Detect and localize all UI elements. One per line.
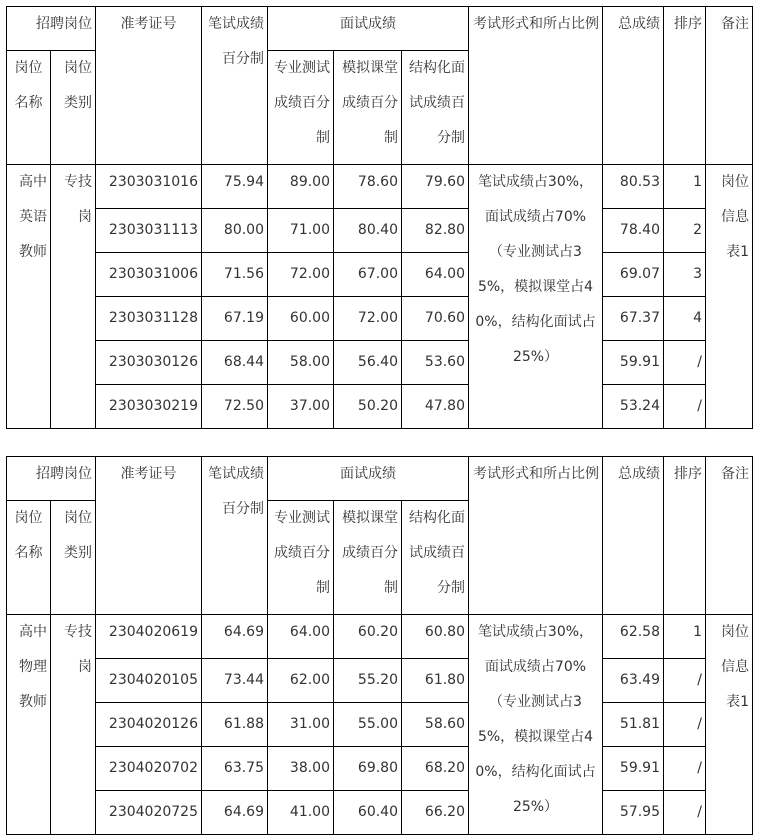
header-row-1 xyxy=(7,7,753,51)
structured-score: 61.80 xyxy=(402,659,469,703)
header-total: 总成绩 xyxy=(603,457,664,615)
structured-score: 82.80 xyxy=(402,209,469,253)
header-note: 备注 xyxy=(706,457,753,615)
professional-score: 37.00 xyxy=(268,385,334,429)
table-row xyxy=(7,659,753,703)
total-score: 59.91 xyxy=(603,341,664,385)
header-position-type: 岗位类别 xyxy=(51,501,96,615)
total-score: 80.53 xyxy=(603,165,664,209)
professional-score: 58.00 xyxy=(268,341,334,385)
score-table-english xyxy=(6,6,753,429)
total-score: 57.95 xyxy=(603,791,664,835)
structured-score: 70.60 xyxy=(402,297,469,341)
table-row xyxy=(7,209,753,253)
written-score: 61.88 xyxy=(202,703,268,747)
mock-score: 55.20 xyxy=(334,659,402,703)
table-row xyxy=(7,385,753,429)
header-professional: 专业测试成绩百分制 xyxy=(268,51,334,165)
header-written: 笔试成绩百分制 xyxy=(202,7,268,165)
total-score: 78.40 xyxy=(603,209,664,253)
note: 岗位信息表1 xyxy=(706,165,753,429)
ticket-number: 2304020702 xyxy=(96,747,202,791)
structured-score: 79.60 xyxy=(402,165,469,209)
professional-score: 89.00 xyxy=(268,165,334,209)
note: 岗位信息表1 xyxy=(706,615,753,835)
professional-score: 60.00 xyxy=(268,297,334,341)
header-written: 笔试成绩百分制 xyxy=(202,457,268,615)
mock-score: 69.80 xyxy=(334,747,402,791)
header-position-name: 岗位名称 xyxy=(7,51,51,165)
structured-score: 47.80 xyxy=(402,385,469,429)
header-rank: 排序 xyxy=(664,457,706,615)
position-name: 高中物理教师 xyxy=(7,615,51,835)
header-note: 备注 xyxy=(706,7,753,165)
table-row xyxy=(7,341,753,385)
written-score: 67.19 xyxy=(202,297,268,341)
header-ticket: 准考证号 xyxy=(96,457,202,615)
rank: / xyxy=(664,747,706,791)
header-professional: 专业测试成绩百分制 xyxy=(268,501,334,615)
rank: 2 xyxy=(664,209,706,253)
rank: 1 xyxy=(664,615,706,659)
total-score: 51.81 xyxy=(603,703,664,747)
table-row xyxy=(7,253,753,297)
mock-score: 50.20 xyxy=(334,385,402,429)
table-row xyxy=(7,297,753,341)
written-score: 63.75 xyxy=(202,747,268,791)
professional-score: 38.00 xyxy=(268,747,334,791)
written-score: 71.56 xyxy=(202,253,268,297)
rank: / xyxy=(664,791,706,835)
header-mock: 模拟课堂成绩百分制 xyxy=(334,51,402,165)
total-score: 53.24 xyxy=(603,385,664,429)
written-score: 68.44 xyxy=(202,341,268,385)
ticket-number: 2304020105 xyxy=(96,659,202,703)
professional-score: 31.00 xyxy=(268,703,334,747)
position-type: 专技岗 xyxy=(51,615,96,835)
header-ticket: 准考证号 xyxy=(96,7,202,165)
structured-score: 68.20 xyxy=(402,747,469,791)
rank: / xyxy=(664,385,706,429)
ticket-number: 2303031113 xyxy=(96,209,202,253)
header-row-1 xyxy=(7,457,753,501)
header-mock: 模拟课堂成绩百分制 xyxy=(334,501,402,615)
total-score: 62.58 xyxy=(603,615,664,659)
position-type: 专技岗 xyxy=(51,165,96,429)
professional-score: 64.00 xyxy=(268,615,334,659)
header-position-name: 岗位名称 xyxy=(7,501,51,615)
header-structured: 结构化面试成绩百分制 xyxy=(402,51,469,165)
header-format: 考试形式和所占比例 xyxy=(469,7,603,165)
ticket-number: 2304020725 xyxy=(96,791,202,835)
professional-score: 71.00 xyxy=(268,209,334,253)
ticket-number: 2304020126 xyxy=(96,703,202,747)
table-row xyxy=(7,615,753,659)
rank: / xyxy=(664,703,706,747)
ticket-number: 2303031016 xyxy=(96,165,202,209)
header-position: 招聘岗位 xyxy=(7,7,96,51)
rank: 3 xyxy=(664,253,706,297)
rank: / xyxy=(664,341,706,385)
ticket-number: 2303031128 xyxy=(96,297,202,341)
table-row xyxy=(7,747,753,791)
written-score: 64.69 xyxy=(202,791,268,835)
header-rank: 排序 xyxy=(664,7,706,165)
rank: / xyxy=(664,659,706,703)
table-row xyxy=(7,791,753,835)
total-score: 69.07 xyxy=(603,253,664,297)
ticket-number: 2303031006 xyxy=(96,253,202,297)
mock-score: 80.40 xyxy=(334,209,402,253)
score-table-physics xyxy=(6,456,753,835)
header-position: 招聘岗位 xyxy=(7,457,96,501)
header-position-type: 岗位类别 xyxy=(51,51,96,165)
rank: 1 xyxy=(664,165,706,209)
header-format: 考试形式和所占比例 xyxy=(469,457,603,615)
ticket-number: 2303030219 xyxy=(96,385,202,429)
table-row xyxy=(7,165,753,209)
header-interview: 面试成绩 xyxy=(268,457,469,501)
position-name: 高中英语教师 xyxy=(7,165,51,429)
header-interview: 面试成绩 xyxy=(268,7,469,51)
mock-score: 56.40 xyxy=(334,341,402,385)
written-score: 64.69 xyxy=(202,615,268,659)
written-score: 80.00 xyxy=(202,209,268,253)
written-score: 75.94 xyxy=(202,165,268,209)
header-structured: 结构化面试成绩百分制 xyxy=(402,501,469,615)
mock-score: 78.60 xyxy=(334,165,402,209)
professional-score: 41.00 xyxy=(268,791,334,835)
mock-score: 72.00 xyxy=(334,297,402,341)
ticket-number: 2304020619 xyxy=(96,615,202,659)
total-score: 67.37 xyxy=(603,297,664,341)
structured-score: 64.00 xyxy=(402,253,469,297)
ticket-number: 2303030126 xyxy=(96,341,202,385)
professional-score: 62.00 xyxy=(268,659,334,703)
ratio-text: 笔试成绩占30%，面试成绩占70%（专业测试占35%，模拟课堂占40%，结构化面试占25%） xyxy=(469,615,603,835)
table-row xyxy=(7,703,753,747)
mock-score: 60.40 xyxy=(334,791,402,835)
ratio-text: 笔试成绩占30%，面试成绩占70%（专业测试占35%，模拟课堂占40%，结构化面试占25%） xyxy=(469,165,603,429)
rank: 4 xyxy=(664,297,706,341)
structured-score: 58.60 xyxy=(402,703,469,747)
mock-score: 67.00 xyxy=(334,253,402,297)
mock-score: 55.00 xyxy=(334,703,402,747)
total-score: 59.91 xyxy=(603,747,664,791)
header-total: 总成绩 xyxy=(603,7,664,165)
written-score: 72.50 xyxy=(202,385,268,429)
structured-score: 66.20 xyxy=(402,791,469,835)
total-score: 63.49 xyxy=(603,659,664,703)
written-score: 73.44 xyxy=(202,659,268,703)
structured-score: 60.80 xyxy=(402,615,469,659)
professional-score: 72.00 xyxy=(268,253,334,297)
mock-score: 60.20 xyxy=(334,615,402,659)
structured-score: 53.60 xyxy=(402,341,469,385)
